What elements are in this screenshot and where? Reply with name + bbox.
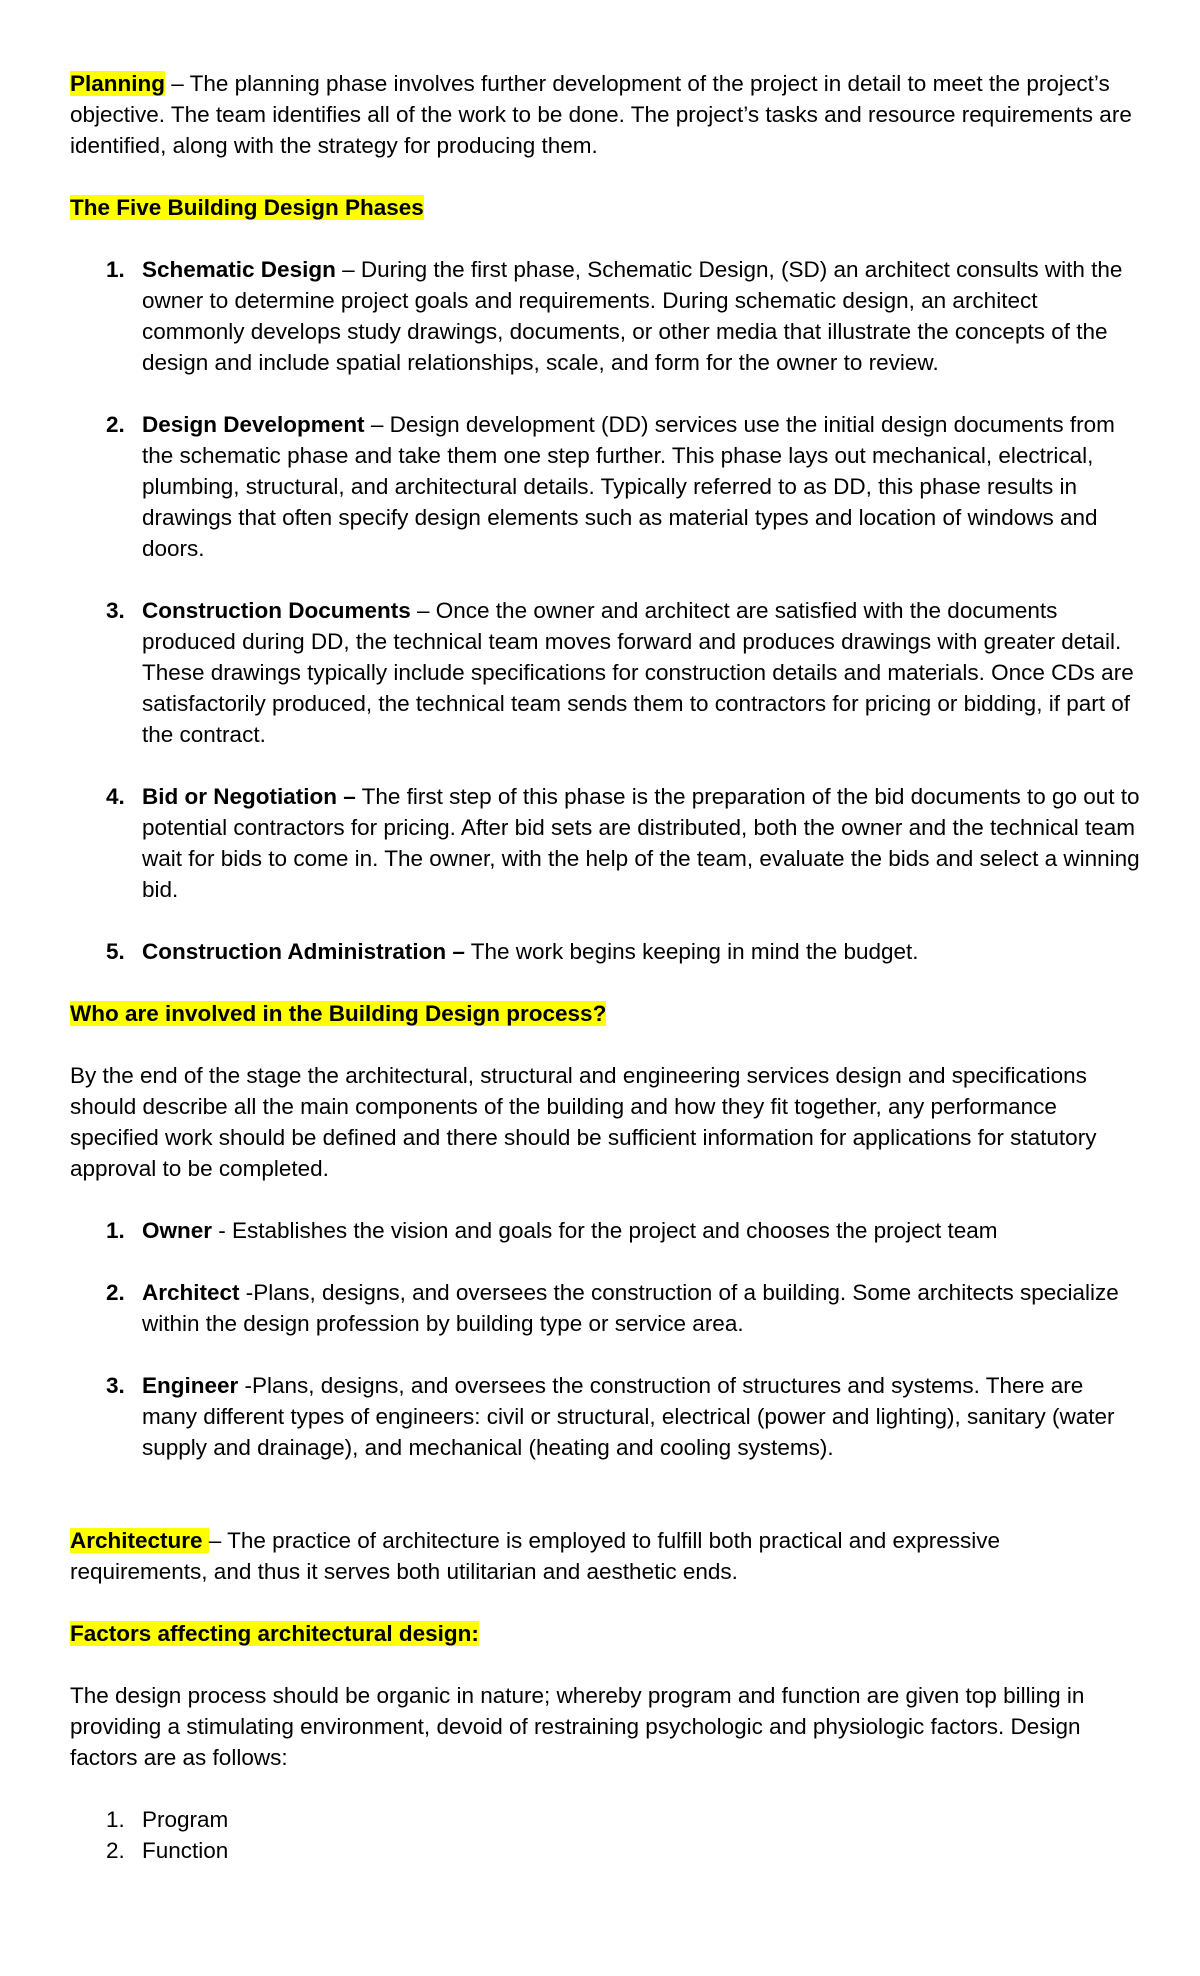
document-page	[70, 68, 1140, 1866]
role-title: Owner	[142, 1218, 213, 1243]
list-item: 2. Architect -Plans, designs, and oversees the construction of a building. Some architects specialize within the design profession by building type or service area.	[106, 1280, 1119, 1336]
list-item: 1. Schematic Design – During the first phase, Schematic Design, (SD) an architect consults with the owner to determine project goals and requirements. During schematic design, an architect commonly develops study drawings, documents, or other media that illustrate the concepts of the design and include spatial relationships, scale, and form for the owner to review.	[106, 257, 1123, 375]
architecture-text: – The practice of architecture is employed to fulfill both practical and expressive requirements, and thus it serves both utilitarian and aesthetic ends.	[70, 1528, 1001, 1584]
factor-text: Function	[142, 1838, 229, 1863]
phase-text: – Design development (DD) services use the initial design documents from the schematic phase and take them one step further. This phase lays out mechanical, electrical, plumbing, structural, and architectural details. Typically referred to as DD, this phase results in drawings that often specify design elements such as material types and location of windows and doors.	[142, 412, 1115, 561]
planning-label: Planning	[70, 71, 165, 96]
list-item: 4. Bid or Negotiation – The first step of this phase is the preparation of the bid documents to go out to potential contractors for pricing. After bid sets are distributed, both the owner and the technical team wait for bids to come in. The owner, with the help of the team, evaluate the bids and select a winning bid.	[106, 784, 1140, 902]
involved-list	[70, 1215, 1140, 1463]
planning-paragraph	[70, 68, 1140, 161]
spacer	[70, 1494, 1140, 1525]
involved-intro: By the end of the stage the architectural, structural and engineering services design and specifications should describe all the main components of the building and how they fit together, any performance specified work should be defined and there should be sufficient information for applications for statutory approval to be completed.	[70, 1063, 1097, 1181]
list-item: 1. Program	[106, 1807, 229, 1832]
phase-title: Construction Administration –	[142, 939, 465, 964]
phase-text: – Once the owner and architect are satisfied with the documents produced during DD, the technical team moves forward and produces drawings with greater detail. These drawings typically include specifications for construction details and materials. Once CDs are satisfactorily produced, the technical team sends them to contractors for pricing or bidding, if part of the contract.	[142, 598, 1134, 747]
phase-text: – During the first phase, Schematic Design, (SD) an architect consults with the owner to determine project goals and requirements. During schematic design, an architect commonly develops study drawings, documents, or other media that illustrate the concepts of the design and include spatial relationships, scale, and form for the owner to review.	[142, 257, 1123, 375]
list-item: 5. Construction Administration – The work begins keeping in mind the budget.	[106, 939, 919, 964]
phase-title: Design Development	[142, 412, 365, 437]
list-item: 2. Design Development – Design development (DD) services use the initial design documents from the schematic phase and take them one step further. This phase lays out mechanical, electrical, plumbing, structural, and architectural details. Typically referred to as DD, this phase results in drawings that often specify design elements such as material types and location of windows and doors.	[106, 412, 1115, 561]
phases-heading: The Five Building Design Phases	[70, 195, 424, 220]
phase-text: The work begins keeping in mind the budget.	[464, 939, 919, 964]
role-title: Architect	[142, 1280, 240, 1305]
list-item: 1. Owner - Establishes the vision and goals for the project and chooses the project team	[106, 1218, 998, 1243]
role-text: -Plans, designs, and oversees the construction of structures and systems. There are many different types of engineers: civil or structural, electrical (power and lighting), sanitary (water supply and drainage), and mechanical (heating and cooling systems).	[142, 1373, 1115, 1460]
role-text: -Plans, designs, and oversees the construction of a building. Some architects specialize within the design profession by building type or service area.	[142, 1280, 1119, 1336]
phase-title: Construction Documents	[142, 598, 411, 623]
list-item: 3. Construction Documents – Once the owner and architect are satisfied with the documents produced during DD, the technical team moves forward and produces drawings with greater detail. These drawings typically include specifications for construction details and materials. Once CDs are satisfactorily produced, the technical team sends them to contractors for pricing or bidding, if part of the contract.	[106, 598, 1134, 747]
phases-list	[70, 254, 1140, 967]
role-text: - Establishes the vision and goals for the project and chooses the project team	[212, 1218, 998, 1243]
list-item: 2. Function	[106, 1838, 229, 1863]
involved-heading: Who are involved in the Building Design process?	[70, 1001, 607, 1026]
architecture-label: Architecture	[70, 1528, 209, 1553]
phase-text: The first step of this phase is the preparation of the bid documents to go out to potential contractors for pricing. After bid sets are distributed, both the owner and the technical team wait for bids to come in. The owner, with the help of the team, evaluate the bids and select a winning bid.	[142, 784, 1140, 902]
architecture-paragraph	[70, 1525, 1140, 1587]
list-item: 3. Engineer -Plans, designs, and oversees the construction of structures and systems. There are many different types of engineers: civil or structural, electrical (power and lighting), sanitary (water supply and drainage), and mechanical (heating and cooling systems).	[106, 1373, 1115, 1460]
factors-intro: The design process should be organic in nature; whereby program and function are given top billing in providing a stimulating environment, devoid of restraining psychologic and physiologic factors. Design factors are as follows:	[70, 1683, 1085, 1770]
factor-text: Program	[142, 1807, 229, 1832]
factors-heading: Factors affecting architectural design:	[70, 1621, 479, 1646]
planning-text: – The planning phase involves further development of the project in detail to meet the project’s objective. The team identifies all of the work to be done. The project’s tasks and resource requirements are identified, along with the strategy for producing them.	[70, 71, 1132, 158]
factors-list	[70, 1804, 1140, 1866]
phase-title: Schematic Design	[142, 257, 336, 282]
phase-title: Bid or Negotiation –	[142, 784, 356, 809]
role-title: Engineer	[142, 1373, 239, 1398]
